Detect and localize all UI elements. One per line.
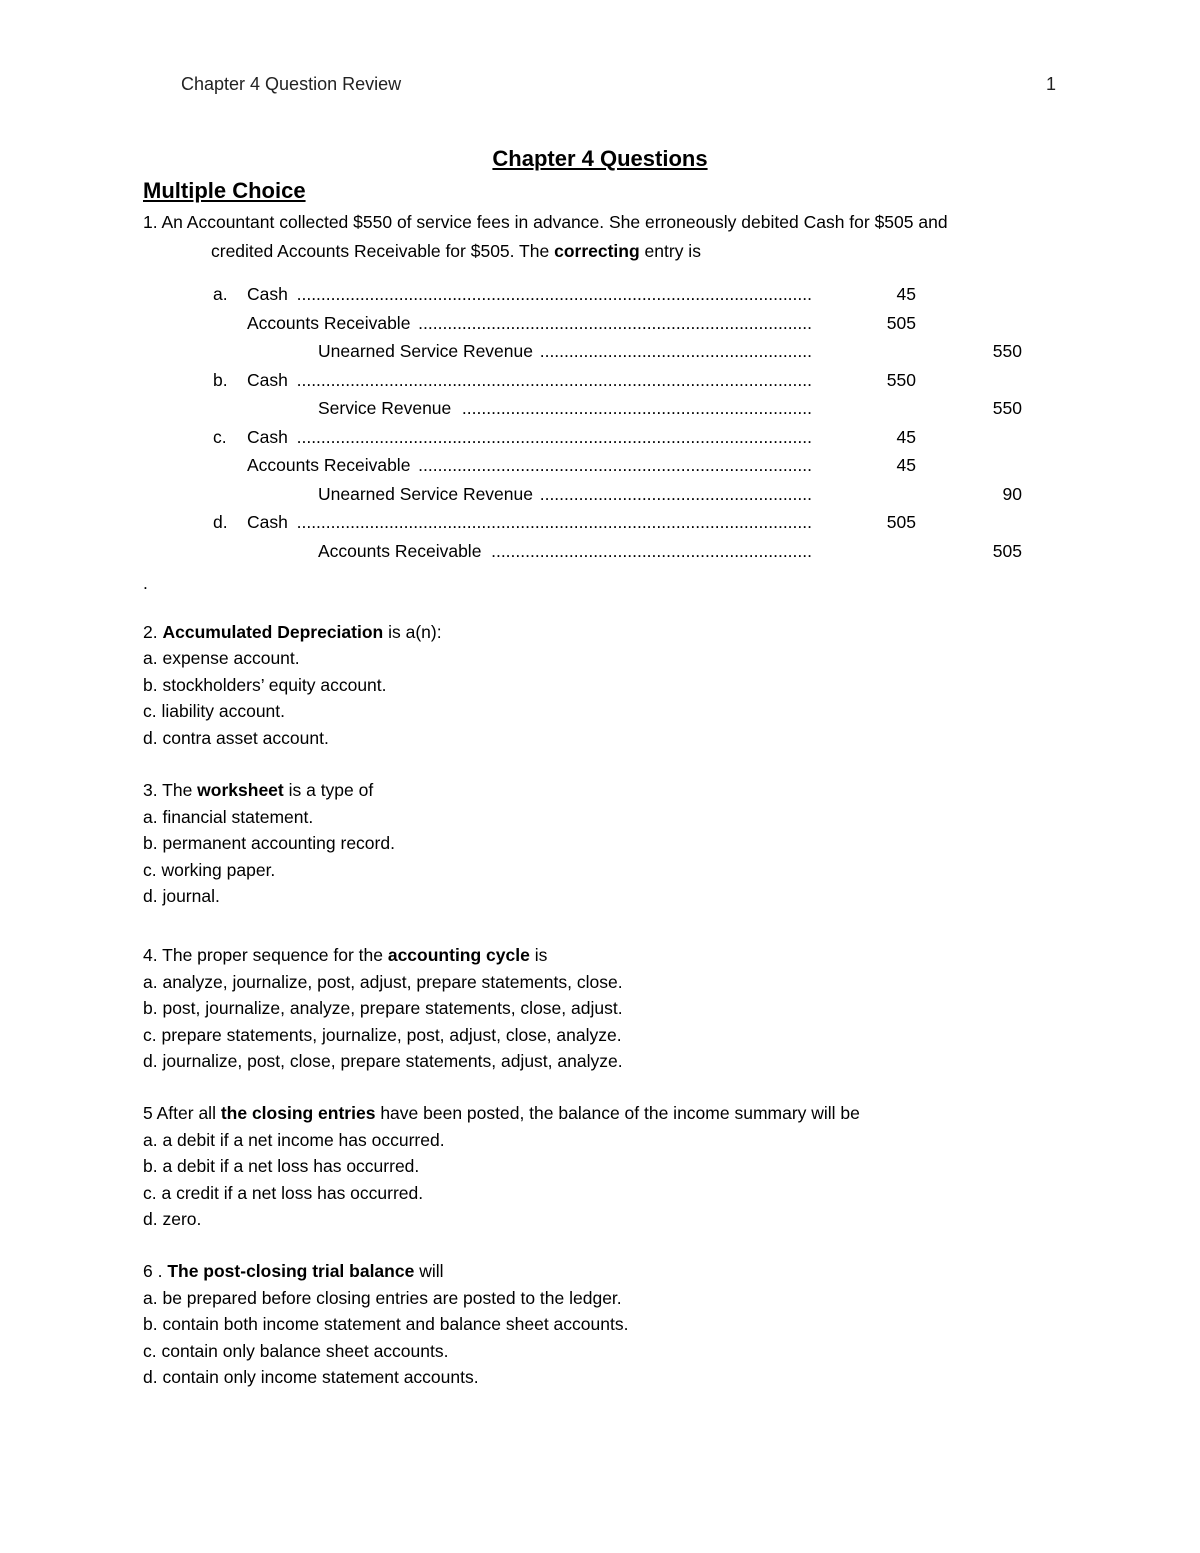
document-title: Chapter 4 Questions	[492, 146, 708, 171]
question-5-option-d: d. zero.	[143, 1209, 202, 1229]
question-2-option-c: c. liability account.	[143, 701, 286, 721]
question-6-option-c: c. contain only balance sheet accounts.	[143, 1340, 449, 1361]
question-3-option-c: c. working paper.	[143, 859, 276, 880]
question-5-stem	[143, 1102, 860, 1129]
dot-leader: ..........................................................................................................	[296, 284, 812, 304]
question-6-stem	[143, 1260, 628, 1287]
option-label: a.	[213, 284, 228, 304]
account-name: Cash	[247, 426, 288, 447]
question-6-option-b: b. contain both income statement and balance sheet accounts.	[143, 1314, 629, 1334]
question-2-text: is a(n):	[383, 622, 442, 642]
trailing-mark: .	[143, 573, 148, 593]
account-name: Accounts Receivable	[318, 540, 482, 561]
question-3-option-b: b. permanent accounting record.	[143, 833, 395, 853]
account-name: Cash	[247, 284, 288, 304]
journal-row	[0, 483, 1200, 507]
account-name: Cash	[247, 369, 288, 390]
question-4-option-c: c. prepare statements, journalize, post, adjust, close, analyze.	[143, 1024, 622, 1045]
credit-amount: 90	[1002, 483, 1022, 504]
question-1-text: credited Accounts Receivable for $505. The	[211, 241, 555, 261]
question-3-keyword: worksheet	[197, 780, 284, 800]
debit-amount: 505	[886, 512, 916, 532]
question-2-option-a: a. expense account.	[143, 648, 300, 668]
question-6-text: will	[414, 1261, 444, 1281]
question-1-line-2	[211, 240, 701, 262]
question-3-option-d: d. journal.	[143, 886, 220, 906]
account-name: Unearned Service Revenue	[318, 341, 533, 361]
question-6-option-d: d. contain only income statement accounts.	[143, 1367, 479, 1387]
dot-leader: .................................................................................	[418, 312, 812, 333]
dot-leader: ........................................................	[539, 483, 812, 504]
question-2-option-b: b. stockholders’ equity account.	[143, 674, 387, 695]
account-name: Accounts Receivable	[247, 312, 411, 333]
question-4-option-d: d. journalize, post, close, prepare statements, adjust, analyze.	[143, 1051, 623, 1071]
question-5-option-c: c. a credit if a net loss has occurred.	[143, 1182, 424, 1203]
question-4-option-a: a. analyze, journalize, post, adjust, prepare statements, close.	[143, 971, 623, 992]
question-5	[143, 1102, 860, 1235]
debit-amount: 550	[886, 369, 916, 390]
question-6-keyword: The post-closing trial balance	[167, 1261, 415, 1281]
running-header: Chapter 4 Question Review	[181, 74, 402, 94]
question-3-stem	[143, 779, 395, 806]
journal-row	[0, 540, 1200, 564]
journal-row	[0, 511, 1200, 535]
option-label: c.	[213, 426, 227, 447]
account-name: Accounts Receivable	[247, 455, 411, 475]
question-2	[143, 621, 442, 753]
question-3-text-end: is a type of	[283, 780, 374, 800]
question-2-stem	[143, 621, 442, 647]
question-5-option-b: b. a debit if a net loss has occurred.	[143, 1156, 420, 1176]
question-4-keyword: accounting cycle	[387, 945, 530, 965]
question-1-text-end: entry is	[639, 241, 701, 261]
account-name: Service Revenue	[318, 398, 452, 418]
debit-amount: 505	[886, 312, 916, 333]
question-4-text: 4. The proper sequence for the	[143, 945, 388, 965]
question-1-keyword: correcting	[554, 241, 640, 261]
question-5-option-a: a. a debit if a net income has occurred.	[143, 1129, 445, 1150]
question-4-stem	[143, 944, 623, 971]
dot-leader: ..........................................................................................................	[296, 426, 812, 447]
section-title: Multiple Choice	[143, 178, 306, 203]
account-name: Unearned Service Revenue	[318, 483, 533, 504]
question-2-option-d: d. contra asset account.	[143, 727, 329, 748]
question-6	[143, 1260, 628, 1393]
credit-amount: 550	[992, 398, 1022, 418]
question-5-text: 5 After all	[143, 1103, 221, 1123]
dot-leader: ........................................................................	[461, 398, 812, 418]
question-4-text-end: is	[529, 945, 548, 965]
dot-leader: ..................................................................	[491, 540, 812, 561]
question-3	[143, 779, 395, 912]
question-5-text-end: have been posted, the balance of the income summary will be	[375, 1103, 860, 1123]
debit-amount: 45	[896, 455, 916, 475]
journal-row	[0, 397, 1200, 421]
dot-leader: ..........................................................................................................	[296, 369, 812, 390]
journal-row	[0, 369, 1200, 393]
debit-amount: 45	[896, 426, 916, 447]
question-2-number: 2.	[143, 622, 163, 642]
question-4	[143, 944, 623, 1077]
credit-amount: 550	[992, 341, 1022, 361]
debit-amount: 45	[896, 284, 916, 304]
page-number: 1	[1046, 74, 1057, 94]
journal-row	[0, 340, 1200, 364]
journal-row	[0, 454, 1200, 478]
option-label: d.	[213, 512, 228, 532]
question-4-option-b: b. post, journalize, analyze, prepare statements, close, adjust.	[143, 998, 623, 1018]
dot-leader: .................................................................................	[418, 455, 812, 475]
question-6-number: 6 .	[143, 1261, 168, 1281]
journal-row	[0, 426, 1200, 450]
dot-leader: ........................................................	[539, 341, 812, 361]
question-3-text: 3. The	[143, 780, 198, 800]
account-name: Cash	[247, 512, 288, 532]
dot-leader: ..........................................................................................................	[296, 512, 812, 532]
journal-row	[0, 312, 1200, 336]
question-1-line-1: 1. An Accountant collected $550 of service fees in advance. She erroneously debited Cash for $505 and	[143, 212, 948, 232]
question-3-option-a: a. financial statement.	[143, 806, 314, 827]
question-5-keyword: the closing entries	[220, 1103, 376, 1123]
credit-amount: 505	[992, 540, 1022, 561]
option-label: b.	[213, 369, 228, 390]
question-6-option-a: a. be prepared before closing entries are posted to the ledger.	[143, 1287, 622, 1308]
journal-row	[0, 283, 1200, 307]
question-2-keyword: Accumulated Depreciation	[162, 622, 384, 642]
